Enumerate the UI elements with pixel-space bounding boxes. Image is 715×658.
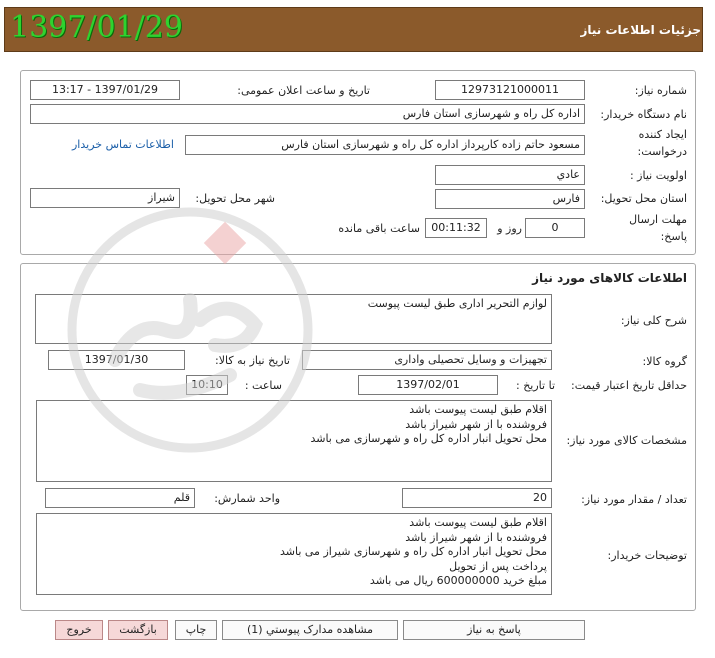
announce-datetime-field: 1397/01/29 - 13:17: [30, 80, 180, 100]
buyer-org-field: اداره کل راه و شهرسازی استان فارس: [30, 104, 585, 124]
quantity-field: 20: [402, 488, 552, 508]
unit-field: قلم: [45, 488, 195, 508]
buyer-notes-line: پرداخت پس از تحویل: [449, 559, 547, 573]
general-desc-text: لوازم التحریر اداری طبق لیست پیوست: [367, 297, 547, 310]
buyer-notes-line: اقلام طبق لیست پیوست باشد: [409, 516, 547, 529]
hour-field: 10:10: [186, 375, 228, 395]
specs-label: مشخصات کالای مورد نیاز:: [566, 434, 687, 447]
buyer-org-label: نام دستگاه خریدار:: [600, 108, 687, 121]
general-desc-label: شرح کلی نیاز:: [620, 314, 687, 327]
buyer-notes-line: فروشنده با از شهر شیراز باشد: [405, 530, 547, 544]
page-title: جزئیات اطلاعات نیاز: [580, 23, 701, 37]
deadline-label-line1: مهلت ارسال: [629, 213, 687, 226]
buyer-notes-area: [36, 513, 552, 595]
date-stamp: 1397/01/29: [10, 10, 183, 45]
buyer-contact-link[interactable]: اطلاعات تماس خریدار: [72, 138, 174, 151]
province-field: فارس: [435, 189, 585, 209]
specs-line: اقلام طبق لیست پیوست باشد: [409, 403, 547, 416]
creator-label-line1: ایجاد کننده: [638, 128, 687, 141]
creator-label-line2: درخواست:: [637, 145, 687, 158]
buyer-notes-label: توضیحات خریدار:: [607, 549, 687, 562]
deadline-days-field: 0: [525, 218, 585, 238]
general-desc-area: [35, 294, 552, 344]
respond-button[interactable]: پاسخ به نیاز: [403, 620, 585, 640]
deadline-remaining-label: ساعت باقی مانده: [338, 222, 420, 235]
deadline-label-line2: پاسخ:: [660, 230, 687, 243]
need-date-field: 1397/01/30: [48, 350, 185, 370]
priority-label: اولویت نیاز :: [629, 169, 687, 182]
back-button[interactable]: بازگشت: [108, 620, 168, 640]
until-date-field: 1397/02/01: [358, 375, 498, 395]
unit-label: واحد شمارش:: [214, 492, 280, 505]
specs-line: فروشنده با از شهر شیراز باشد: [405, 417, 547, 431]
specs-area: [36, 400, 552, 482]
need-number-label: شماره نیاز:: [634, 84, 687, 97]
quantity-label: تعداد / مقدار مورد نیاز:: [581, 493, 687, 506]
min-validity-label: حداقل تاریخ اعتبار قیمت:: [571, 379, 687, 392]
creator-field: مسعود حاتم زاده کارپرداز اداره کل راه و شهرسازی استان فارس: [185, 135, 585, 155]
need-date-label: تاریخ نیاز به کالا:: [215, 354, 290, 367]
priority-field: عادي: [435, 165, 585, 185]
goods-group-label: گروه کالا:: [642, 355, 687, 368]
until-date-label: تا تاریخ :: [516, 379, 555, 392]
buyer-notes-line: محل تحویل انبار اداره کل راه و شهرسازی شیراز می باشد: [279, 545, 547, 558]
exit-button[interactable]: خروج: [55, 620, 103, 640]
province-label: استان محل تحویل:: [600, 192, 687, 205]
print-button[interactable]: چاپ: [175, 620, 217, 640]
hour-label: ساعت :: [244, 379, 282, 392]
view-attachments-button[interactable]: مشاهده مدارک پیوستي (1): [222, 620, 398, 640]
buyer-notes-line: مبلغ خرید 600000000 ریال می باشد: [369, 574, 547, 587]
specs-line: محل تحویل انبار اداره کل راه و شهرسازی می باشد: [310, 432, 547, 445]
city-field: شیراز: [30, 188, 180, 208]
city-label: شهر محل تحویل:: [195, 192, 275, 205]
deadline-time-field: 00:11:32: [425, 218, 487, 238]
announce-datetime-label: تاریخ و ساعت اعلان عمومی:: [237, 84, 370, 97]
goods-section-title: اطلاعات کالاهای مورد نیاز: [532, 271, 687, 285]
goods-group-field: تجهیزات و وسایل تحصیلی واداری: [302, 350, 552, 370]
need-number-field: 12973121000011: [435, 80, 585, 100]
deadline-days-and-label: روز و: [497, 222, 522, 235]
